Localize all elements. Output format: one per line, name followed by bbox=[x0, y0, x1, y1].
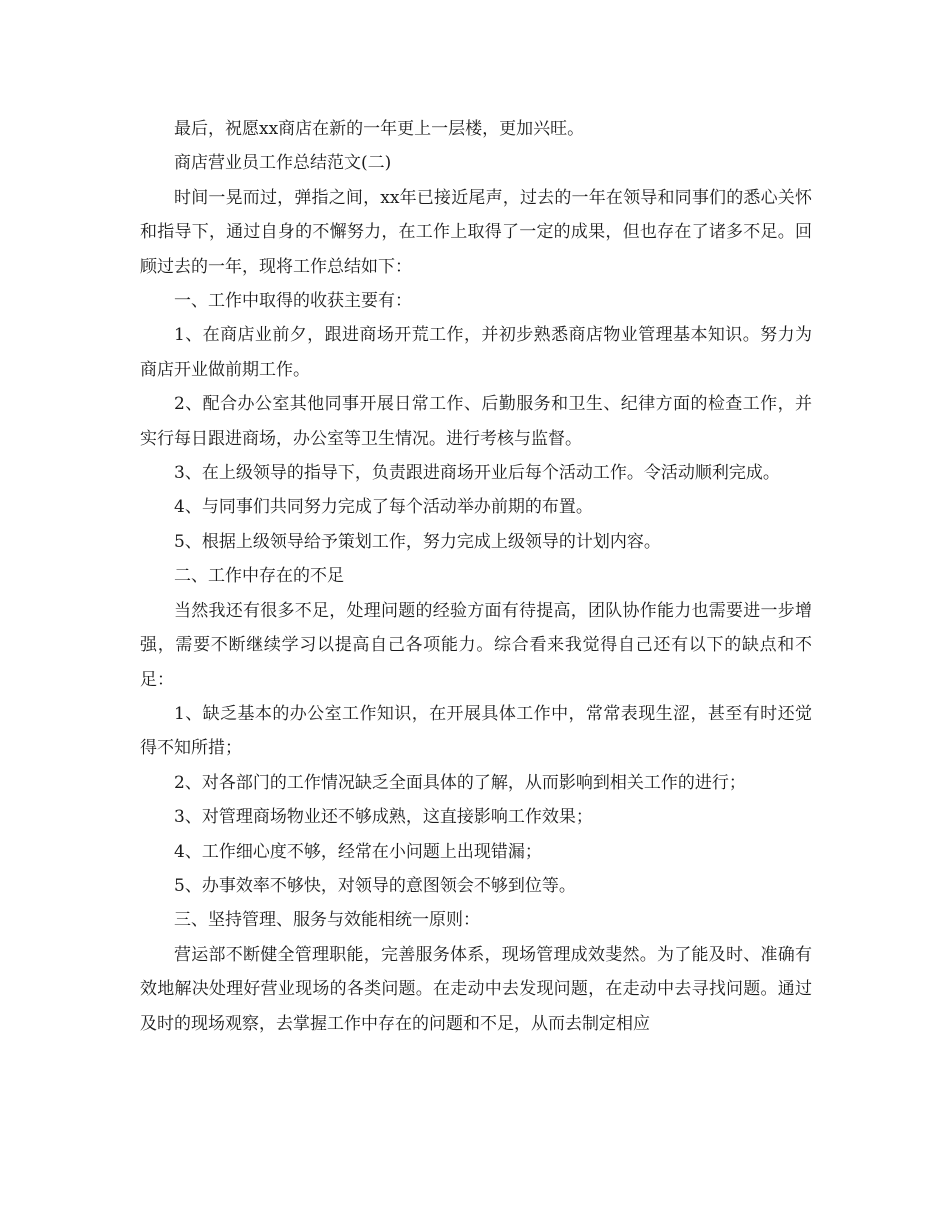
list-item: 4、与同事们共同努力完成了每个活动举办前期的布置。 bbox=[174, 497, 593, 518]
section-heading-shortcomings: 二、工作中存在的不足 bbox=[174, 566, 344, 587]
list-item: 1、缺乏基本的办公室工作知识，在开展具体工作中，常常表现生涩，甚至有时还觉得不知所措； bbox=[140, 703, 812, 759]
document-title: 商店营业员工作总结范文(二) bbox=[174, 153, 392, 174]
list-item: 2、对各部门的工作情况缺乏全面具体的了解，从而影响到相关工作的进行； bbox=[174, 772, 746, 793]
list-item: 3、对管理商场物业还不够成熟，这直接影响工作效果； bbox=[174, 807, 593, 828]
section-heading-principles: 三、坚持管理、服务与效能相统一原则： bbox=[174, 910, 480, 931]
list-item: 2、配合办公室其他同事开展日常工作、后勤服务和卫生、纪律方面的检查工作，并实行每日跟进商场，办公室等卫生情况。进行考核与监督。 bbox=[140, 394, 812, 449]
list-item: 5、根据上级领导给予策划工作，努力完成上级领导的计划内容。 bbox=[174, 531, 661, 552]
document-body bbox=[140, 112, 812, 1041]
list-item: 3、在上级领导的指导下，负责跟进商场开业后每个活动工作。令活动顺利完成。 bbox=[174, 463, 780, 484]
closing-paragraph: 最后，祝愿xx商店在新的一年更上一层楼，更加兴旺。 bbox=[174, 119, 585, 139]
section-heading-achievements: 一、工作中取得的收获主要有： bbox=[174, 291, 412, 312]
list-item: 4、工作细心度不够，经常在小问题上出现错漏； bbox=[174, 841, 542, 862]
operations-paragraph: 营运部不断健全管理职能，完善服务体系，现场管理成效斐然。为了能及时、准确有效地解决处理好营业现场的各类问题。在走动中去发现问题，在走动中去寻找问题。通过及时的现场观察，去掌握工作中存在的问题和不足，从而去制定相应 bbox=[140, 944, 812, 1034]
shortcomings-paragraph: 当然我还有很多不足，处理问题的经验方面有待提高，团队协作能力也需要进一步增强，需要不断继续学习以提高自己各项能力。综合看来我觉得自己还有以下的缺点和不足： bbox=[140, 600, 812, 690]
intro-paragraph: 时间一晃而过，弹指之间，xx年已接近尾声，过去的一年在领导和同事们的悉心关怀和指导下，通过自身的不懈努力，在工作上取得了一定的成果，但也存在了诸多不足。回顾过去的一年，现将工作总结如下： bbox=[140, 187, 812, 277]
list-item: 5、办事效率不够快，对领导的意图领会不够到位等。 bbox=[174, 875, 576, 896]
list-item: 1、在商店业前夕，跟进商场开荒工作，并初步熟悉商店物业管理基本知识。努力为商店开业做前期工作。 bbox=[140, 325, 812, 380]
